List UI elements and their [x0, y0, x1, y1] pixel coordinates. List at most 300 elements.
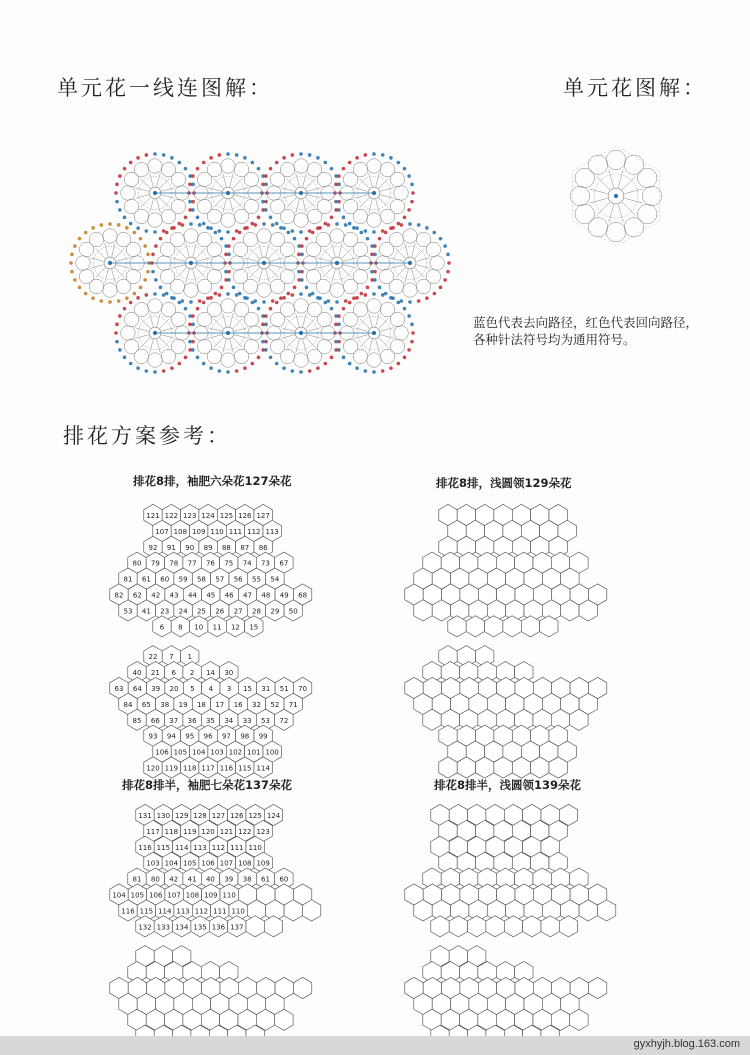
- hex-number: 103: [146, 859, 160, 868]
- motif-spoke: [233, 198, 243, 208]
- motif-spoke: [141, 179, 151, 189]
- motif-spoke: [230, 313, 234, 326]
- join-dot: [337, 208, 341, 212]
- motif-spoke: [360, 319, 370, 329]
- motif-spoke: [157, 173, 161, 186]
- join-dot: [145, 369, 149, 373]
- plan-caption-4: 排花8排半，浅圆领139朵花: [434, 778, 582, 792]
- join-dot: [196, 307, 200, 311]
- join-dot: [433, 292, 437, 296]
- join-dot: [136, 226, 140, 230]
- join-dot: [334, 323, 338, 327]
- join-dot: [443, 244, 447, 248]
- motif-spoke: [342, 268, 352, 278]
- motif-spoke: [416, 258, 429, 262]
- join-dot: [196, 216, 200, 220]
- join-dot: [291, 369, 295, 373]
- hex-number: 80: [150, 875, 160, 884]
- hex-number: 7: [169, 653, 174, 662]
- motif-spoke: [369, 339, 373, 352]
- join-dot: [330, 356, 334, 360]
- motif-petal: [343, 312, 358, 327]
- join-dot: [348, 362, 352, 366]
- hex-number: 30: [224, 669, 234, 678]
- hex-number: 59: [178, 575, 188, 584]
- motif-spoke: [208, 188, 221, 192]
- join-dot: [282, 366, 286, 370]
- hex-number: 115: [156, 843, 171, 852]
- motif-petal: [171, 339, 186, 354]
- hex-number: 101: [247, 748, 261, 757]
- join-dot: [287, 292, 291, 296]
- heading-layout-plans: 排花方案参考：: [63, 424, 231, 448]
- join-dot: [165, 231, 169, 235]
- hex-number: 51: [279, 685, 289, 693]
- join-dot: [372, 292, 376, 296]
- join-dot: [184, 356, 188, 360]
- join-dot: [264, 314, 268, 318]
- join-dot: [188, 200, 192, 204]
- hex-number: 107: [155, 527, 169, 536]
- join-dot: [115, 200, 119, 204]
- motif-petal: [380, 349, 395, 364]
- join-dot: [342, 307, 346, 311]
- hex-number: 123: [256, 827, 270, 836]
- hex-motif: [588, 977, 606, 998]
- hex-number: 80: [132, 559, 142, 568]
- hex-number: 52: [270, 700, 280, 709]
- motif-petal: [353, 242, 368, 257]
- hex-number: 94: [166, 732, 176, 741]
- motif-spoke: [415, 249, 425, 259]
- hex-number: 49: [279, 591, 289, 600]
- join-dot: [115, 340, 119, 344]
- join-dot: [417, 223, 421, 227]
- join-dot: [425, 296, 429, 300]
- motif-petal: [367, 159, 382, 174]
- hex-number: 77: [187, 559, 197, 568]
- join-dot: [275, 222, 279, 226]
- motif-spoke: [369, 199, 373, 212]
- hex-number: 53: [123, 607, 133, 616]
- join-dot: [129, 362, 133, 366]
- motif-petal: [353, 209, 368, 224]
- join-dot: [308, 293, 312, 297]
- join-dot: [389, 366, 393, 370]
- hex-number: 104: [164, 859, 179, 868]
- hex-number: 113: [265, 527, 279, 536]
- join-dot: [342, 216, 346, 220]
- motif-petal: [244, 312, 259, 327]
- hex-number: 8: [178, 623, 183, 632]
- hex-motif: [559, 916, 577, 937]
- join-dot: [73, 278, 77, 282]
- hex-number: 63: [114, 685, 124, 693]
- hex-number: 129: [175, 812, 189, 820]
- join-dot: [370, 253, 374, 257]
- hex-number: 66: [150, 716, 160, 725]
- join-dot: [151, 253, 155, 257]
- motif-spoke: [307, 335, 320, 339]
- join-dot: [305, 286, 309, 290]
- hex-number: 114: [158, 907, 172, 916]
- motif-petal: [575, 168, 594, 187]
- motif-petal: [294, 159, 309, 174]
- join-dot: [417, 299, 421, 303]
- hex-number: 90: [185, 543, 195, 552]
- motif-petal: [280, 269, 295, 284]
- join-dot: [209, 226, 213, 230]
- join-dot: [232, 237, 236, 241]
- join-dot: [159, 237, 163, 241]
- motif-spoke: [141, 338, 151, 348]
- motif-spoke: [625, 198, 643, 203]
- hex-number: 125: [219, 512, 234, 520]
- hex-number: 137: [230, 923, 244, 932]
- motif-petal: [171, 199, 186, 214]
- motif-petal: [390, 339, 405, 354]
- hex-number: 12: [230, 623, 240, 632]
- motif-petal: [207, 162, 222, 177]
- motif-spoke: [150, 313, 154, 326]
- motif-petal: [624, 218, 643, 237]
- motif-spoke: [230, 199, 234, 212]
- hex-number: 1: [187, 653, 192, 662]
- join-dot: [178, 362, 182, 366]
- motif: [570, 150, 662, 242]
- join-dot: [209, 156, 213, 160]
- join-dot: [403, 216, 407, 220]
- join-dot: [297, 270, 301, 274]
- motif-petal: [638, 204, 657, 223]
- join-dot: [123, 167, 127, 171]
- join-dot: [408, 300, 412, 304]
- motif-petal: [570, 186, 589, 205]
- motif-spoke: [135, 335, 148, 339]
- motif-spoke: [390, 265, 403, 269]
- hex-number: 132: [138, 923, 152, 932]
- motif-petal: [280, 162, 295, 177]
- hex-number: 58: [196, 575, 206, 584]
- hex-number: 15: [243, 685, 252, 693]
- join-dot: [262, 300, 266, 304]
- motif-petal: [280, 349, 295, 364]
- hex-number: 110: [248, 843, 262, 852]
- join-dot: [91, 226, 95, 230]
- motif-petal: [171, 312, 186, 327]
- join-dot: [330, 167, 334, 171]
- join-dot: [154, 244, 158, 248]
- legend-note-line2: 各种针法符号均为通用符号。: [473, 332, 636, 347]
- hex-number: 56: [233, 575, 243, 584]
- join-dot: [364, 229, 368, 233]
- join-dot: [257, 356, 261, 360]
- motif-spoke: [622, 202, 635, 215]
- join-dot: [191, 314, 195, 318]
- join-dot: [308, 153, 312, 157]
- motif-spoke: [193, 243, 197, 256]
- motif-spoke: [96, 249, 106, 259]
- join-dot: [202, 301, 206, 305]
- motif-petal: [330, 229, 345, 244]
- join-dot: [153, 152, 157, 156]
- join-dot: [366, 237, 370, 241]
- motif-spoke: [306, 319, 316, 329]
- join-dot: [220, 237, 224, 241]
- motif-petal: [161, 162, 176, 177]
- join-dot: [291, 293, 295, 297]
- motif-petal: [161, 349, 176, 364]
- motif-spoke: [306, 179, 316, 189]
- hex-number: 127: [211, 812, 226, 820]
- join-dot: [299, 292, 303, 296]
- motif-spoke: [296, 173, 300, 186]
- motif-join-diagram: [70, 145, 440, 380]
- motif-spoke: [376, 339, 380, 352]
- motif-spoke: [307, 195, 320, 199]
- plan-caption-1: 排花8排，袖肥六朵花127朵花: [133, 474, 292, 488]
- join-dot: [224, 270, 228, 274]
- join-dot: [370, 270, 374, 274]
- motif-spoke: [303, 313, 307, 326]
- hex-number: 39: [224, 875, 234, 884]
- hex-number: 44: [187, 591, 197, 600]
- join-dot: [172, 226, 176, 230]
- hex-number: 110: [222, 891, 236, 900]
- motif-petal: [170, 232, 185, 247]
- join-dot: [143, 244, 147, 248]
- motif-spoke: [233, 319, 243, 329]
- hex-number: 119: [164, 764, 179, 773]
- join-dot: [133, 231, 137, 235]
- motif-petal: [280, 302, 295, 317]
- motif-spoke: [376, 199, 380, 212]
- motif-spoke: [369, 173, 373, 186]
- motif-spoke: [160, 198, 170, 208]
- motif-petal: [306, 269, 321, 284]
- join-dot: [181, 223, 185, 227]
- motif-spoke: [233, 179, 243, 189]
- layout-plan-2: [410, 505, 595, 730]
- join-dot: [214, 231, 218, 235]
- join-dot: [123, 216, 127, 220]
- join-dot: [170, 366, 174, 370]
- join-dot: [235, 293, 239, 297]
- motif-spoke: [116, 258, 129, 262]
- motif-petal: [642, 186, 661, 205]
- join-dot: [227, 244, 231, 248]
- join-dot: [145, 229, 149, 233]
- hex-number: 120: [146, 764, 160, 773]
- join-dot: [139, 237, 143, 241]
- hex-number: 87: [240, 543, 250, 552]
- join-dot: [143, 278, 147, 282]
- join-dot: [218, 293, 222, 297]
- hex-number: 40: [132, 669, 142, 678]
- join-dot: [342, 167, 346, 171]
- motif-spoke: [233, 338, 243, 348]
- join-dot: [364, 369, 368, 373]
- join-dot: [271, 223, 275, 227]
- hex-number: 135: [193, 923, 207, 932]
- join-dot: [118, 174, 122, 178]
- motif-spoke: [115, 249, 125, 259]
- motif-spoke: [250, 268, 260, 278]
- join-dot: [226, 370, 230, 374]
- join-dot: [202, 362, 206, 366]
- hex-motif: [541, 916, 559, 937]
- hex-number: 37: [169, 716, 179, 725]
- motif-spoke: [116, 265, 129, 269]
- join-dot: [188, 323, 192, 327]
- join-dot: [209, 296, 213, 300]
- motif-petal: [161, 302, 176, 317]
- hex-number: 111: [213, 907, 227, 916]
- motif-spoke: [160, 319, 170, 329]
- hex-number: 81: [132, 875, 142, 884]
- motif-petal: [126, 269, 141, 284]
- heading-single-motif: 单元花图解：: [563, 76, 707, 100]
- motif-petal: [343, 279, 358, 294]
- motif-petal: [197, 312, 212, 327]
- join-dot: [254, 223, 258, 227]
- hex-number: 39: [151, 685, 161, 693]
- join-dot: [342, 356, 346, 360]
- motif-spoke: [609, 205, 614, 223]
- motif-spoke: [171, 265, 184, 269]
- hex-number: 108: [185, 891, 200, 900]
- motif-petal: [426, 269, 441, 284]
- hex-number: 122: [238, 827, 252, 836]
- hex-motif: [293, 977, 311, 998]
- hex-number: 4: [208, 685, 214, 693]
- hex-number: 106: [201, 859, 215, 868]
- motif-spoke: [150, 199, 154, 212]
- motif-petal: [379, 269, 394, 284]
- hex-motif: [449, 916, 467, 937]
- motif-spoke: [354, 188, 367, 192]
- join-dot: [372, 370, 376, 374]
- motif-spoke: [141, 319, 151, 329]
- motif-spoke: [197, 258, 210, 262]
- motif-spoke: [270, 265, 283, 269]
- join-dot: [373, 278, 377, 282]
- join-dot: [198, 223, 202, 227]
- join-dot: [316, 296, 320, 300]
- motif-petal: [103, 229, 118, 244]
- join-dot: [299, 152, 303, 156]
- join-dot: [123, 307, 127, 311]
- motif-spoke: [287, 179, 297, 189]
- motif-spoke: [342, 249, 352, 259]
- join-dot: [308, 369, 312, 373]
- join-dot: [364, 153, 368, 157]
- motif-spoke: [214, 198, 224, 208]
- join-dot: [275, 362, 279, 366]
- hex-number: 111: [228, 527, 243, 536]
- join-dot: [251, 362, 255, 366]
- hex-number: 112: [194, 907, 209, 916]
- join-dot: [439, 286, 443, 290]
- motif-spoke: [360, 198, 370, 208]
- hex-number: 114: [175, 843, 189, 852]
- hex-number: 74: [242, 559, 252, 568]
- join-dot: [330, 216, 334, 220]
- motif-spoke: [390, 258, 403, 262]
- join-dot: [397, 301, 401, 305]
- motif-spoke: [380, 328, 393, 332]
- motif-spoke: [379, 198, 389, 208]
- motif-spoke: [281, 335, 294, 339]
- motif-spoke: [303, 173, 307, 186]
- motif-petal: [403, 283, 418, 298]
- hex-number: 117: [146, 827, 160, 836]
- motif-petal: [257, 229, 272, 244]
- motif-spoke: [303, 199, 307, 212]
- motif-center-dot: [614, 194, 618, 198]
- join-dot: [261, 340, 265, 344]
- join-dot: [324, 161, 328, 165]
- join-dot: [439, 237, 443, 241]
- hex-number: 118: [183, 764, 197, 773]
- join-dot: [334, 183, 338, 187]
- join-dot: [226, 152, 230, 156]
- hex-number: 17: [215, 700, 225, 709]
- motif-petal: [243, 232, 258, 247]
- motif-spoke: [405, 269, 409, 282]
- motif-petal: [89, 232, 104, 247]
- hex-motif: [504, 916, 522, 937]
- motif-spoke: [339, 243, 343, 256]
- hex-number: 35: [205, 716, 215, 725]
- motif-petal: [394, 186, 409, 201]
- motif-petal: [317, 339, 332, 354]
- hex-number: 113: [193, 843, 207, 852]
- motif-petal: [367, 213, 382, 228]
- hex-number: 108: [238, 859, 252, 868]
- motif-petal: [390, 199, 405, 214]
- join-dot: [117, 223, 121, 227]
- hex-number: 99: [258, 732, 268, 741]
- hex-number: 55: [252, 575, 261, 584]
- motif-spoke: [214, 179, 224, 189]
- motif-spoke: [306, 198, 316, 208]
- join-dot: [162, 153, 166, 157]
- join-dot: [407, 314, 411, 318]
- motif-petal: [89, 279, 104, 294]
- motif-spoke: [157, 339, 161, 352]
- motif-spoke: [296, 339, 300, 352]
- motif-petal: [160, 242, 175, 257]
- join-dot: [139, 286, 143, 290]
- join-dot: [136, 296, 140, 300]
- hex-number: 116: [121, 907, 135, 916]
- join-dot: [136, 366, 140, 370]
- hex-number: 32: [252, 700, 261, 709]
- hex-number: 57: [215, 575, 225, 584]
- plan-caption-2: 排花8排，浅圆领129朵花: [436, 476, 572, 490]
- motif-petal: [389, 279, 404, 294]
- hex-number: 29: [270, 607, 280, 616]
- hex-number: 125: [248, 812, 262, 820]
- join-dot: [154, 278, 158, 282]
- join-dot: [279, 296, 283, 300]
- motif-petal: [257, 283, 272, 298]
- motif-petal: [221, 353, 236, 368]
- join-dot: [407, 348, 411, 352]
- motif-petal: [207, 242, 222, 257]
- motif-spoke: [259, 243, 263, 256]
